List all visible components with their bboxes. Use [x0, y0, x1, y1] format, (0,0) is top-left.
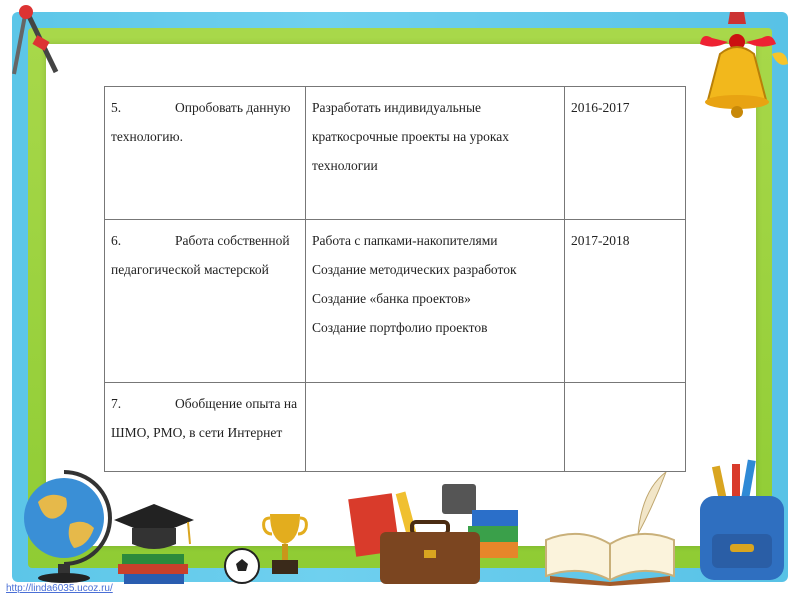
row-number: 5. [111, 100, 122, 115]
quill-icon [632, 470, 672, 540]
action-line: Создание «банка проектов» [312, 291, 471, 306]
row-number: 6. [111, 233, 122, 248]
action-line: Создание портфолио проектов [312, 320, 488, 335]
task-cell [105, 87, 306, 220]
action-line: Создание методических разработок [312, 262, 517, 277]
school-bell-icon [690, 4, 796, 124]
row-number: 7. [111, 396, 122, 411]
task-first-words: Опробовать [175, 100, 243, 115]
task-first-words: Работа [175, 233, 214, 248]
trophy-icon [262, 510, 308, 586]
action-line: Разработать индивидуальные [312, 100, 482, 115]
plan-table [104, 86, 686, 472]
soccer-ball-icon [222, 546, 262, 586]
action-line: Работа с папками-накопителями [312, 233, 498, 248]
task-rest: собственной педагогической мастерской [111, 233, 290, 277]
table-row [105, 383, 686, 472]
years-cell: 2016-2017 [565, 87, 686, 220]
task-first-words: Обобщение опыта [175, 396, 281, 411]
action-line: технологии [312, 158, 378, 173]
years-cell: 2017-2018 [565, 220, 686, 383]
briefcase-icon [376, 520, 486, 588]
task-cell [105, 383, 306, 472]
task-cell [105, 220, 306, 383]
source-link[interactable]: http://linda6035.ucoz.ru/ [6, 583, 113, 594]
task-rest: на ШМО, РМО, в сети Интернет [111, 396, 298, 440]
graduation-cap-icon [108, 498, 198, 586]
actions-cell [306, 220, 565, 383]
compass-icon [4, 2, 74, 82]
years-cell [565, 383, 686, 472]
table-row [105, 87, 686, 220]
task-rest: данную технологию. [111, 100, 291, 144]
actions-cell [306, 87, 565, 220]
action-line: краткосрочные проекты на уроках [312, 129, 509, 144]
globe-icon [14, 462, 114, 586]
actions-cell [306, 383, 565, 472]
table-row [105, 220, 686, 383]
backpack-icon [690, 458, 796, 586]
